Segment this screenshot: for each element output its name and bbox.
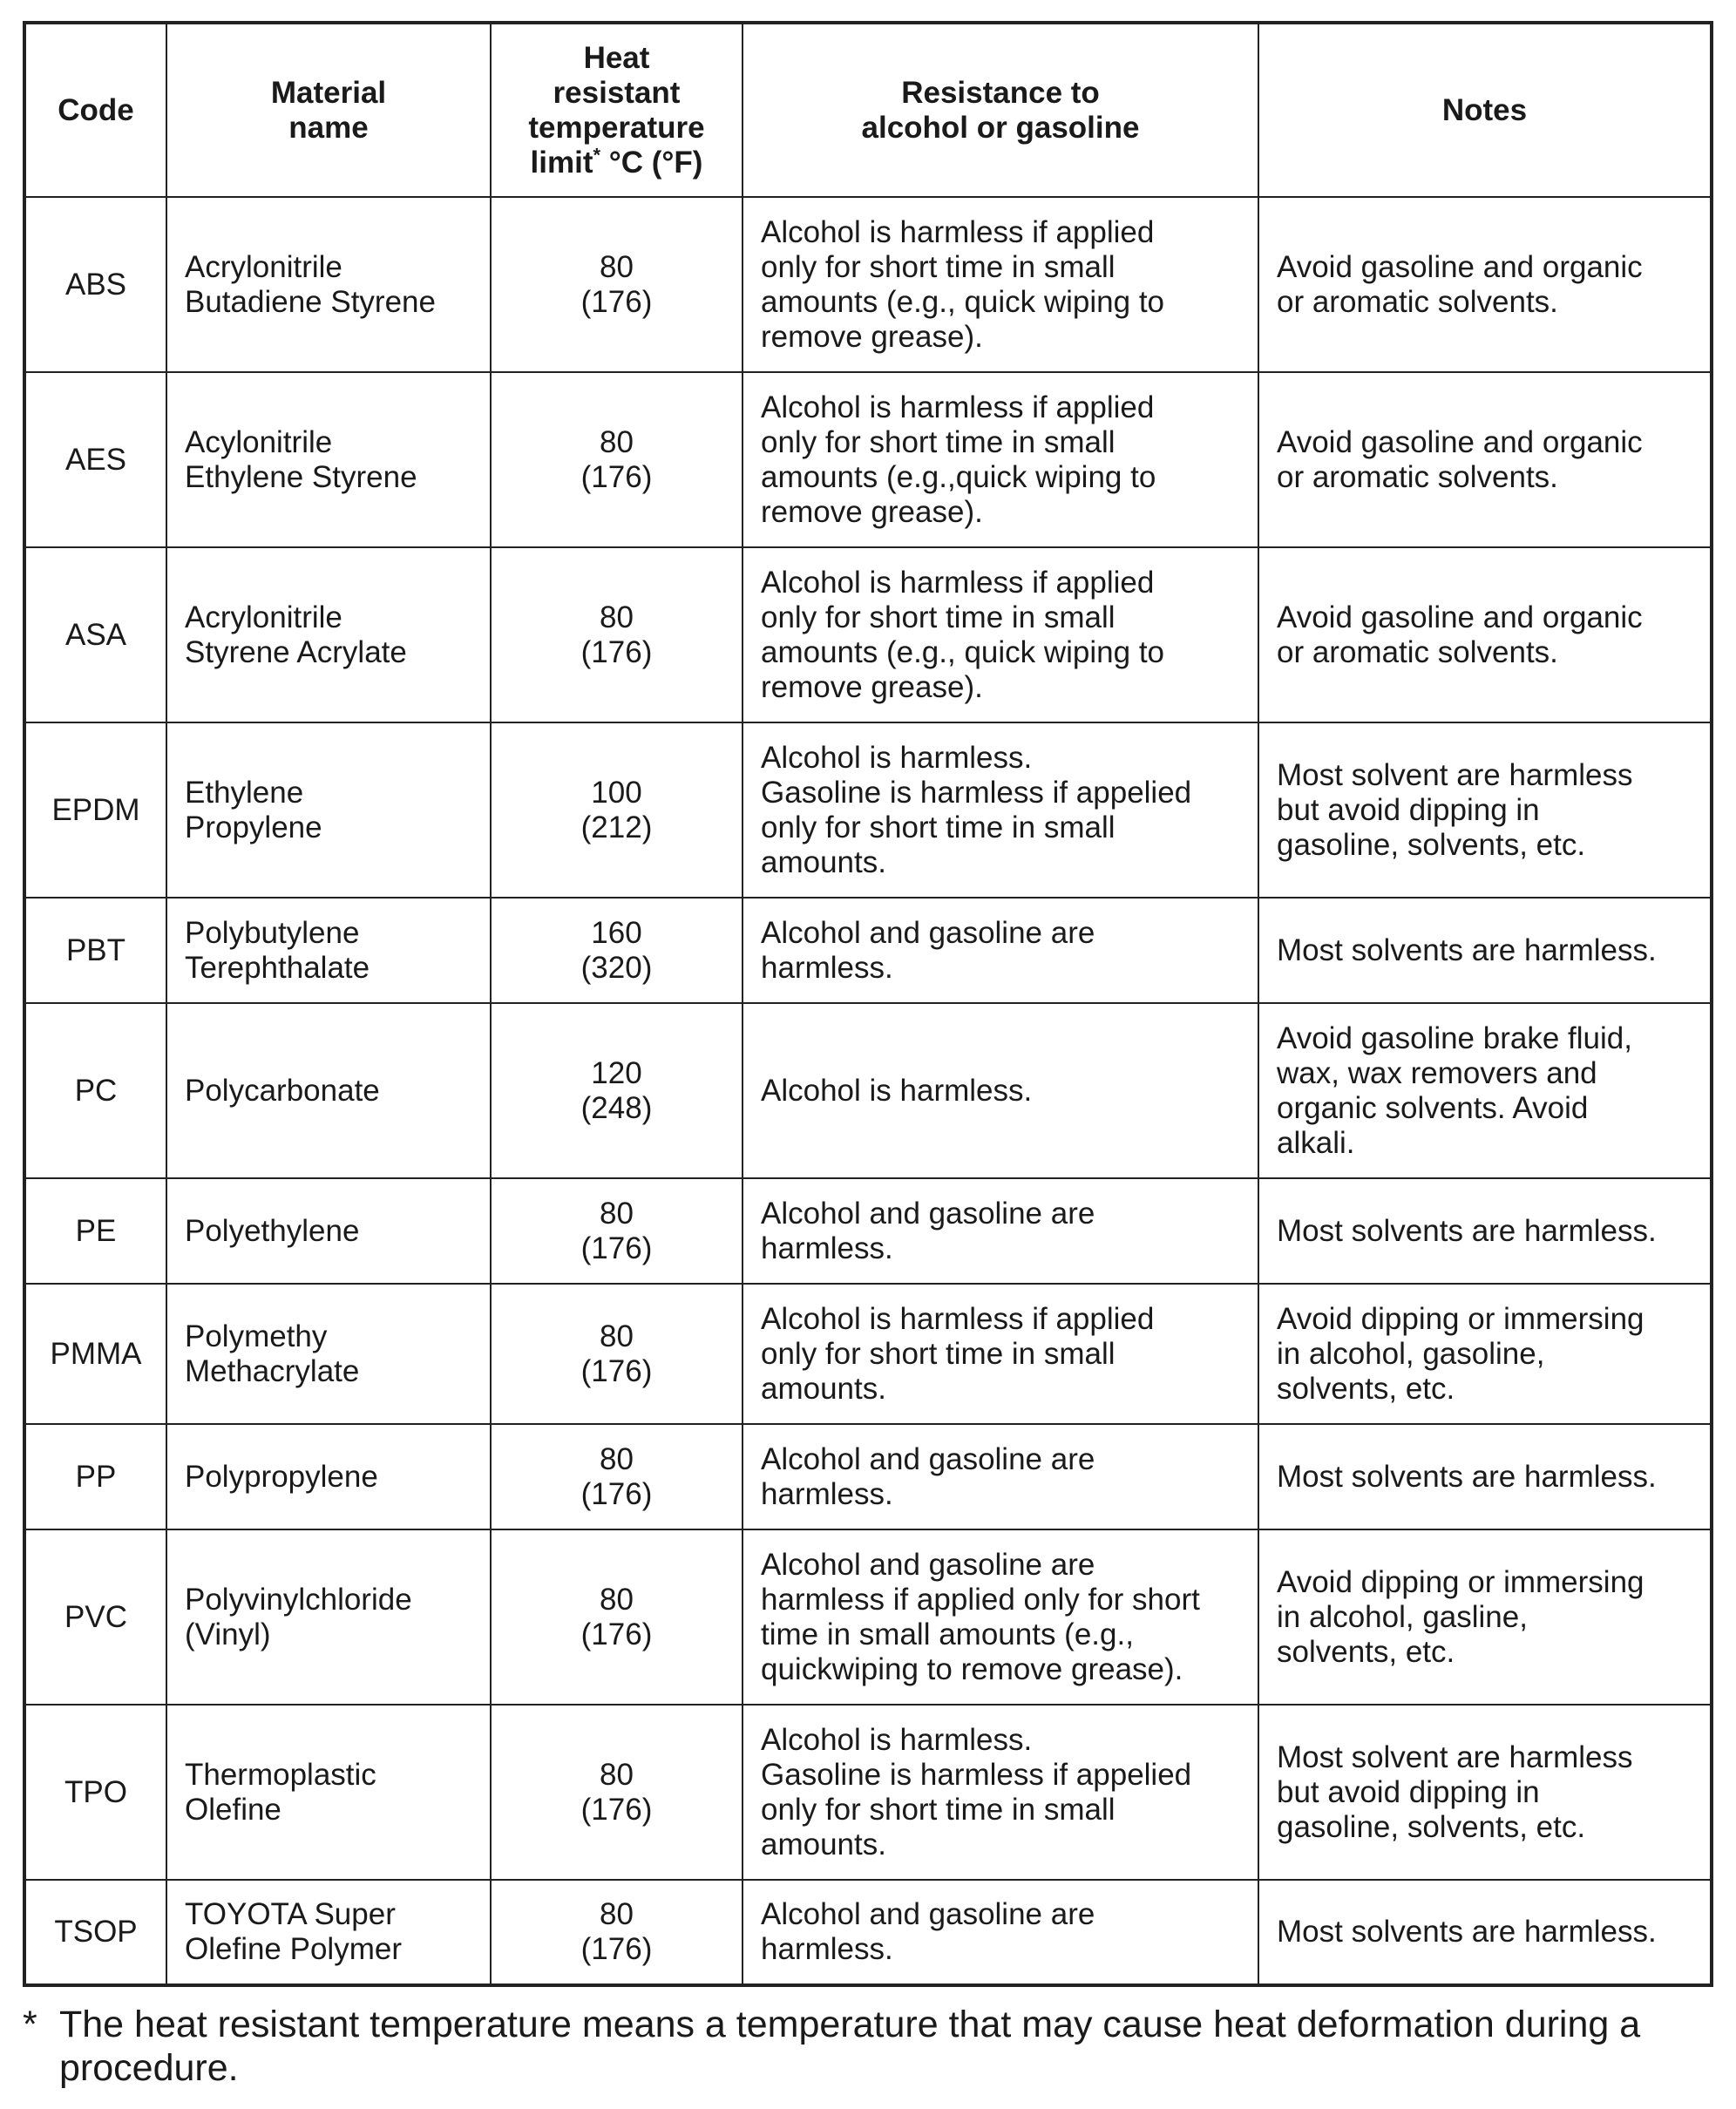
material-name-line: Butadiene Styrene bbox=[185, 284, 436, 319]
resistance-line: amounts. bbox=[761, 844, 886, 879]
cell-heat-limit bbox=[491, 1284, 743, 1424]
temp-fahrenheit: (176) bbox=[580, 1231, 653, 1265]
asterisk-marker: * bbox=[593, 143, 601, 166]
resistance-line: Alcohol and gasoline are bbox=[761, 915, 1095, 950]
material-name-line: Polycarbonate bbox=[185, 1073, 380, 1108]
cell-material-name bbox=[166, 1284, 491, 1424]
cell-code: PVC bbox=[24, 1529, 166, 1705]
cell-heat-limit bbox=[491, 547, 743, 722]
cell-resistance bbox=[743, 722, 1258, 898]
notes-line: or aromatic solvents. bbox=[1277, 634, 1558, 669]
temp-celsius: 80 bbox=[600, 1757, 634, 1792]
resistance-line: harmless. bbox=[761, 1932, 893, 1966]
footnote-asterisk: * bbox=[23, 2004, 37, 2045]
header-heat-line: Heat bbox=[583, 40, 650, 75]
table-row bbox=[24, 197, 1712, 372]
notes-line: Avoid dipping or immersing bbox=[1277, 1564, 1644, 1599]
notes-line: but avoid dipping in bbox=[1277, 1774, 1540, 1809]
table-row bbox=[24, 1529, 1712, 1705]
cell-notes bbox=[1258, 1705, 1712, 1880]
table-row bbox=[24, 1003, 1712, 1178]
resistance-line: Alcohol is harmless if applied bbox=[761, 390, 1155, 424]
temp-celsius: 120 bbox=[591, 1055, 642, 1090]
cell-material-name bbox=[166, 1705, 491, 1880]
cell-notes bbox=[1258, 1003, 1712, 1178]
cell-code: PE bbox=[24, 1178, 166, 1284]
notes-line: Most solvent are harmless bbox=[1277, 1739, 1633, 1774]
resistance-line: remove grease). bbox=[761, 669, 983, 704]
cell-notes bbox=[1258, 1424, 1712, 1529]
resistance-line: Alcohol and gasoline are bbox=[761, 1196, 1095, 1231]
table-row bbox=[24, 1424, 1712, 1529]
resistance-line: harmless. bbox=[761, 950, 893, 985]
table-row bbox=[24, 1705, 1712, 1880]
temp-fahrenheit: (320) bbox=[580, 950, 653, 985]
temp-fahrenheit: (176) bbox=[580, 1353, 653, 1388]
resistance-line: amounts (e.g., quick wiping to bbox=[761, 634, 1165, 669]
notes-line: Avoid dipping or immersing bbox=[1277, 1301, 1644, 1336]
cell-notes bbox=[1258, 1284, 1712, 1424]
notes-line: gasoline, solvents, etc. bbox=[1277, 827, 1586, 862]
cell-heat-limit bbox=[491, 1529, 743, 1705]
cell-material-name bbox=[166, 1880, 491, 1985]
notes-line: Most solvents are harmless. bbox=[1277, 1915, 1657, 1949]
resistance-line: Alcohol and gasoline are bbox=[761, 1897, 1095, 1931]
header-notes: Notes bbox=[1258, 23, 1712, 197]
resistance-line: Gasoline is harmless if appelied bbox=[761, 775, 1192, 810]
cell-heat-limit bbox=[491, 898, 743, 1003]
cell-resistance bbox=[743, 1424, 1258, 1529]
temp-celsius: 80 bbox=[600, 424, 634, 459]
cell-material-name bbox=[166, 547, 491, 722]
resistance-line: amounts. bbox=[761, 1827, 886, 1861]
header-heat-limit-word: limit bbox=[530, 145, 593, 180]
cell-heat-limit bbox=[491, 1003, 743, 1178]
temp-celsius: 160 bbox=[591, 915, 642, 950]
header-code: Code bbox=[24, 23, 166, 197]
cell-resistance bbox=[743, 1529, 1258, 1705]
notes-line: Avoid gasoline brake fluid, bbox=[1277, 1021, 1632, 1055]
cell-material-name bbox=[166, 1424, 491, 1529]
resistance-line: harmless if applied only for short bbox=[761, 1582, 1200, 1617]
resistance-line: harmless. bbox=[761, 1231, 893, 1265]
temp-fahrenheit: (212) bbox=[580, 810, 653, 844]
temp-fahrenheit: (248) bbox=[580, 1090, 653, 1125]
temp-fahrenheit: (176) bbox=[580, 1617, 653, 1651]
header-material-name bbox=[166, 23, 491, 197]
header-heat-line: temperature bbox=[528, 110, 705, 145]
cell-resistance bbox=[743, 1003, 1258, 1178]
cell-resistance bbox=[743, 1880, 1258, 1985]
cell-notes bbox=[1258, 372, 1712, 547]
resistance-line: only for short time in small bbox=[761, 810, 1116, 844]
resistance-line: amounts. bbox=[761, 1371, 886, 1406]
material-name-line: Olefine Polymer bbox=[185, 1932, 402, 1966]
resistance-line: only for short time in small bbox=[761, 1792, 1116, 1827]
material-name-line: Olefine bbox=[185, 1792, 281, 1827]
cell-code: PMMA bbox=[24, 1284, 166, 1424]
resistance-line: Gasoline is harmless if appelied bbox=[761, 1757, 1192, 1792]
temp-fahrenheit: (176) bbox=[580, 1932, 653, 1966]
cell-heat-limit bbox=[491, 197, 743, 372]
resistance-line: harmless. bbox=[761, 1476, 893, 1511]
material-name-line: Polybutylene bbox=[185, 915, 360, 950]
notes-line: or aromatic solvents. bbox=[1277, 284, 1558, 319]
material-name-line: Acrylonitrile bbox=[185, 249, 342, 284]
header-heat-limit bbox=[491, 23, 743, 197]
resistance-line: Alcohol and gasoline are bbox=[761, 1441, 1095, 1476]
cell-heat-limit bbox=[491, 372, 743, 547]
cell-code: PC bbox=[24, 1003, 166, 1178]
cell-notes bbox=[1258, 722, 1712, 898]
table-row bbox=[24, 1880, 1712, 1985]
header-heat-line bbox=[498, 143, 735, 180]
notes-line: organic solvents. Avoid bbox=[1277, 1090, 1589, 1125]
cell-material-name bbox=[166, 1529, 491, 1705]
cell-notes bbox=[1258, 1178, 1712, 1284]
cell-material-name bbox=[166, 372, 491, 547]
header-resistance-line: alcohol or gasoline bbox=[861, 110, 1140, 145]
temp-fahrenheit: (176) bbox=[580, 1476, 653, 1511]
cell-material-name bbox=[166, 197, 491, 372]
header-heat-line: resistant bbox=[553, 75, 681, 110]
material-name-line: Acrylonitrile bbox=[185, 600, 342, 634]
table-row bbox=[24, 1284, 1712, 1424]
notes-line: alkali. bbox=[1277, 1125, 1355, 1160]
notes-line: Most solvents are harmless. bbox=[1277, 1459, 1657, 1494]
material-name-line: Ethylene Styrene bbox=[185, 459, 417, 494]
material-name-line: Polyvinylchloride bbox=[185, 1582, 412, 1617]
resistance-line: amounts (e.g.,quick wiping to bbox=[761, 459, 1156, 494]
material-name-line: Polymethy bbox=[185, 1319, 328, 1353]
temp-celsius: 80 bbox=[600, 1196, 634, 1231]
temp-celsius: 100 bbox=[591, 775, 642, 810]
notes-line: Avoid gasoline and organic bbox=[1277, 424, 1643, 459]
resistance-line: Alcohol is harmless. bbox=[761, 740, 1033, 775]
resistance-line: time in small amounts (e.g., bbox=[761, 1617, 1134, 1651]
material-name-line: Acylonitrile bbox=[185, 424, 333, 459]
notes-line: gasoline, solvents, etc. bbox=[1277, 1809, 1586, 1844]
notes-line: solvents, etc. bbox=[1277, 1634, 1455, 1669]
table-body bbox=[24, 197, 1712, 1985]
resistance-line: Alcohol is harmless if applied bbox=[761, 565, 1155, 600]
table-row bbox=[24, 1178, 1712, 1284]
resistance-line: remove grease). bbox=[761, 494, 983, 529]
header-material-name-line: Material bbox=[270, 75, 387, 110]
notes-line: or aromatic solvents. bbox=[1277, 459, 1558, 494]
cell-code: ASA bbox=[24, 547, 166, 722]
cell-material-name bbox=[166, 1003, 491, 1178]
material-name-line: Polypropylene bbox=[185, 1459, 378, 1494]
notes-line: Most solvent are harmless bbox=[1277, 757, 1633, 792]
cell-material-name bbox=[166, 898, 491, 1003]
cell-notes bbox=[1258, 547, 1712, 722]
notes-line: solvents, etc. bbox=[1277, 1371, 1455, 1406]
cell-resistance bbox=[743, 898, 1258, 1003]
cell-heat-limit bbox=[491, 1178, 743, 1284]
temp-celsius: 80 bbox=[600, 1897, 634, 1931]
cell-notes bbox=[1258, 898, 1712, 1003]
footnote bbox=[23, 2003, 1713, 2090]
cell-heat-limit bbox=[491, 1880, 743, 1985]
cell-notes bbox=[1258, 1880, 1712, 1985]
notes-line: Avoid gasoline and organic bbox=[1277, 600, 1643, 634]
material-name-line: TOYOTA Super bbox=[185, 1897, 396, 1931]
material-name-line: (Vinyl) bbox=[185, 1617, 271, 1651]
table-row bbox=[24, 372, 1712, 547]
material-name-line: Ethylene bbox=[185, 775, 304, 810]
resistance-line: quickwiping to remove grease). bbox=[761, 1651, 1183, 1686]
cell-resistance bbox=[743, 547, 1258, 722]
resistance-line: Alcohol and gasoline are bbox=[761, 1547, 1095, 1582]
cell-notes bbox=[1258, 197, 1712, 372]
temp-celsius: 80 bbox=[600, 249, 634, 284]
cell-resistance bbox=[743, 1284, 1258, 1424]
cell-code: ABS bbox=[24, 197, 166, 372]
cell-notes bbox=[1258, 1529, 1712, 1705]
material-name-line: Polyethylene bbox=[185, 1213, 360, 1248]
temp-fahrenheit: (176) bbox=[580, 459, 653, 494]
resistance-line: Alcohol is harmless if applied bbox=[761, 1301, 1155, 1336]
temp-celsius: 80 bbox=[600, 1441, 634, 1476]
resistance-line: only for short time in small bbox=[761, 600, 1116, 634]
header-material-name-line: name bbox=[288, 110, 369, 145]
cell-code: TPO bbox=[24, 1705, 166, 1880]
material-name-line: Terephthalate bbox=[185, 950, 370, 985]
temp-celsius: 80 bbox=[600, 600, 634, 634]
cell-material-name bbox=[166, 722, 491, 898]
cell-resistance bbox=[743, 197, 1258, 372]
temp-fahrenheit: (176) bbox=[580, 284, 653, 319]
material-name-line: Styrene Acrylate bbox=[185, 634, 407, 669]
cell-heat-limit bbox=[491, 722, 743, 898]
resistance-line: amounts (e.g., quick wiping to bbox=[761, 284, 1165, 319]
table-row bbox=[24, 547, 1712, 722]
notes-line: Most solvents are harmless. bbox=[1277, 1213, 1657, 1248]
temp-celsius: 80 bbox=[600, 1582, 634, 1617]
cell-code: PBT bbox=[24, 898, 166, 1003]
resistance-line: only for short time in small bbox=[761, 1336, 1116, 1371]
table-row bbox=[24, 722, 1712, 898]
notes-line: in alcohol, gasline, bbox=[1277, 1599, 1528, 1634]
header-row bbox=[24, 23, 1712, 197]
cell-code: EPDM bbox=[24, 722, 166, 898]
header-resistance bbox=[743, 23, 1258, 197]
material-name-line: Thermoplastic bbox=[185, 1757, 376, 1792]
cell-resistance bbox=[743, 1705, 1258, 1880]
notes-line: but avoid dipping in bbox=[1277, 792, 1540, 827]
table-row bbox=[24, 898, 1712, 1003]
cell-code: AES bbox=[24, 372, 166, 547]
resistance-line: Alcohol is harmless. bbox=[761, 1073, 1033, 1108]
header-resistance-line: Resistance to bbox=[901, 75, 1100, 110]
notes-line: wax, wax removers and bbox=[1277, 1055, 1597, 1090]
resistance-line: remove grease). bbox=[761, 319, 983, 354]
cell-heat-limit bbox=[491, 1705, 743, 1880]
temp-celsius: 80 bbox=[600, 1319, 634, 1353]
cell-resistance bbox=[743, 372, 1258, 547]
temp-fahrenheit: (176) bbox=[580, 634, 653, 669]
cell-code: TSOP bbox=[24, 1880, 166, 1985]
materials-table bbox=[23, 21, 1713, 1987]
cell-resistance bbox=[743, 1178, 1258, 1284]
material-name-line: Methacrylate bbox=[185, 1353, 360, 1388]
cell-heat-limit bbox=[491, 1424, 743, 1529]
notes-line: in alcohol, gasoline, bbox=[1277, 1336, 1545, 1371]
notes-line: Avoid gasoline and organic bbox=[1277, 249, 1643, 284]
cell-code: PP bbox=[24, 1424, 166, 1529]
resistance-line: only for short time in small bbox=[761, 249, 1116, 284]
resistance-line: only for short time in small bbox=[761, 424, 1116, 459]
cell-material-name bbox=[166, 1178, 491, 1284]
temp-fahrenheit: (176) bbox=[580, 1792, 653, 1827]
footnote-text: The heat resistant temperature means a temperature that may cause heat deformation during a procedure. bbox=[59, 2004, 1641, 2089]
resistance-line: Alcohol is harmless if applied bbox=[761, 214, 1155, 249]
header-heat-unit: °C (°F) bbox=[600, 145, 703, 180]
notes-line: Most solvents are harmless. bbox=[1277, 932, 1657, 967]
resistance-line: Alcohol is harmless. bbox=[761, 1722, 1033, 1757]
material-name-line: Propylene bbox=[185, 810, 322, 844]
